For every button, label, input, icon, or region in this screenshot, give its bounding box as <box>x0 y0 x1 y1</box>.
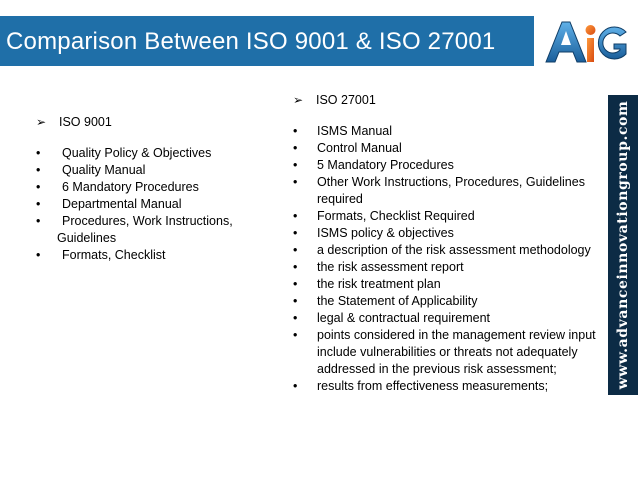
list-item: • legal & contractual requirement <box>293 311 491 325</box>
list-item: • Quality Policy & Objectives <box>36 146 212 160</box>
list-item: • the risk treatment plan <box>293 277 441 291</box>
list-item: • Control Manual <box>293 141 402 155</box>
list-item: • Formats, Checklist <box>36 248 166 262</box>
iso-27001-list <box>293 123 601 395</box>
aig-logo-icon <box>540 16 632 68</box>
list-item: • results from effectiveness measurements; <box>293 379 549 393</box>
list-item: • points considered in the management review input include vulnerabilities or threats not adequately addressed in the previous risk assessment; <box>293 328 596 376</box>
arrow-bullet-icon: ➢ <box>36 115 47 129</box>
list-item: • the risk assessment report <box>293 260 464 274</box>
list-item: • Procedures, Work Instructions, <box>36 214 233 228</box>
list-item: • Quality Manual <box>36 163 146 177</box>
list-item: • ISMS policy & objectives <box>293 226 454 240</box>
iso-27001-heading <box>293 92 601 109</box>
heading-label: ISO 9001 <box>59 115 112 129</box>
list-item: • ISMS Manual <box>293 124 393 138</box>
list-item: • the Statement of Applicability <box>293 294 478 308</box>
iso-27001-column <box>293 92 601 395</box>
list-item: • Departmental Manual <box>36 197 182 211</box>
arrow-bullet-icon: ➢ <box>293 93 304 107</box>
iso-9001-list <box>36 145 260 264</box>
title-bar <box>0 16 534 66</box>
list-item: • 5 Mandatory Procedures <box>293 158 454 172</box>
website-banner <box>608 95 638 395</box>
iso-9001-column <box>36 114 260 264</box>
iso-9001-heading <box>36 114 260 131</box>
list-item: • Other Work Instructions, Procedures, Guidelines required <box>293 175 585 206</box>
list-item: • a description of the risk assessment methodology <box>293 243 591 257</box>
website-url: www.advanceinnovationgroup.com <box>615 100 631 390</box>
slide-title: Comparison Between ISO 9001 & ISO 27001 <box>6 28 496 55</box>
list-item-continuation: Guidelines <box>57 231 117 245</box>
list-item: • Formats, Checklist Required <box>293 209 475 223</box>
list-item: • 6 Mandatory Procedures <box>36 180 199 194</box>
heading-label: ISO 27001 <box>316 93 376 107</box>
